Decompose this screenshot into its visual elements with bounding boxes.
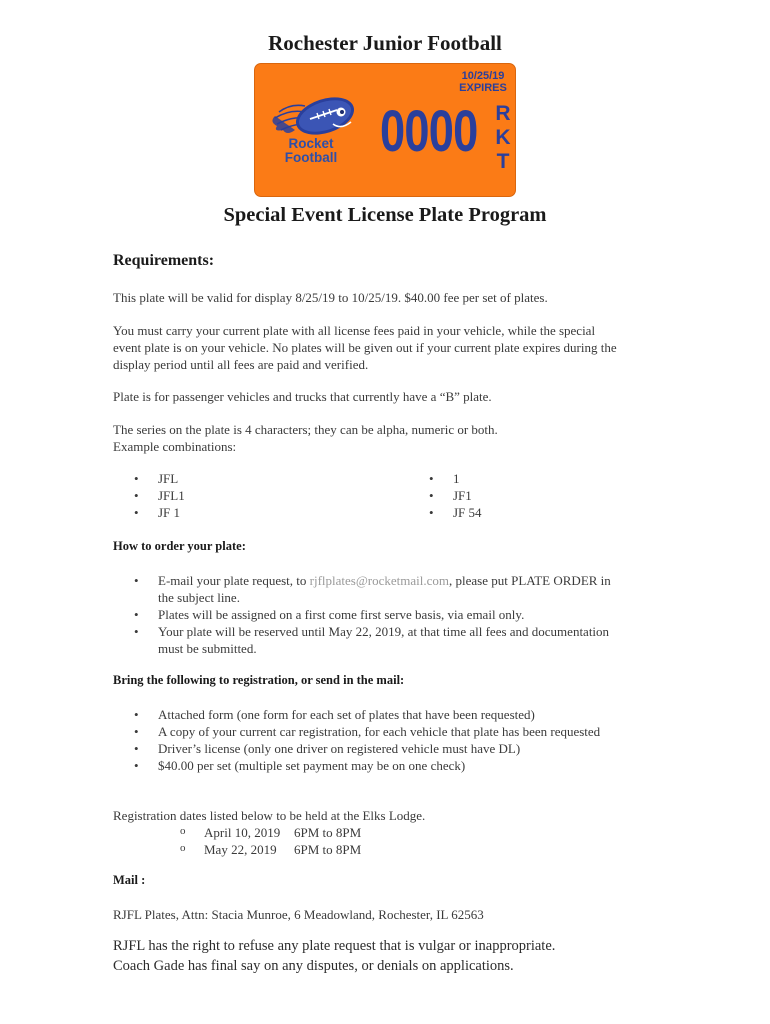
paragraph-line: You must carry your current plate with all license fees paid in your vehicle, while the special — [113, 323, 596, 338]
list-item: • JF1 — [408, 487, 482, 504]
list-item: • 1 — [408, 470, 482, 487]
plate-series-code — [493, 102, 513, 174]
list-item — [113, 623, 653, 657]
paragraph-line: • Your plate will be reserved until May 22, 2019, at that time all fees and documentation — [158, 624, 610, 639]
paragraph-line: The series on the plate is 4 characters; they can be alpha, numeric or both. — [113, 422, 498, 437]
mail-address: RJFL Plates, Attn: Stacia Munroe, 6 Meadowland, Rochester, IL 62563 — [113, 907, 484, 922]
series-paragraph — [113, 421, 673, 455]
program-title: Special Event License Plate Program — [223, 204, 547, 226]
order-email-text: , please put PLATE ORDER in — [449, 573, 611, 588]
requirements-heading: Requirements: — [113, 252, 215, 269]
list-item — [180, 841, 361, 858]
list-item: • $40.00 per set (multiple set payment may be on one check) — [113, 757, 653, 774]
list-item: • JF 1 — [113, 504, 185, 521]
mail-heading: Mail : — [113, 873, 146, 887]
list-item: • Attached form (one form for each set of plates that have been requested) — [113, 706, 653, 723]
plate-logo-text — [255, 137, 367, 165]
bring-heading: Bring the following to registration, or send in the mail: — [113, 673, 405, 687]
paragraph-line: the subject line. — [158, 590, 240, 605]
paragraph-line: Coach Gade has final say on any disputes, or denials on applications. — [113, 958, 514, 974]
bring-list — [113, 706, 653, 774]
registration-time: 6PM to 8PM — [294, 825, 362, 840]
paragraph-line: display period until all fees are paid and verified. — [113, 357, 369, 372]
list-item: • Driver’s license (only one driver on registered vehicle must have DL) — [113, 740, 653, 757]
validity-paragraph: This plate will be valid for display 8/25/19 to 10/25/19. $40.00 fee per set of plates. — [113, 290, 548, 305]
refusal-notice — [113, 936, 555, 976]
list-item — [113, 572, 653, 606]
examples-right-list — [408, 470, 482, 521]
paragraph-line: Example combinations: — [113, 439, 237, 454]
email-link[interactable]: rjflplates@rocketmail.com — [309, 573, 450, 588]
paragraph-line: event plate is on your vehicle. No plates will be given out if your current plate expires during the — [113, 340, 617, 355]
registration-time: 6PM to 8PM — [294, 842, 362, 857]
list-item: • JF 54 — [408, 504, 482, 521]
list-item: • JFL1 — [113, 487, 185, 504]
list-item: • JFL — [113, 470, 185, 487]
current-plate-paragraph — [113, 322, 673, 373]
list-item: • Plates will be assigned on a first come first serve basis, via email only. — [113, 606, 653, 623]
order-list — [113, 572, 653, 657]
order-heading: How to order your plate: — [113, 539, 246, 553]
plate-code-letter: T — [496, 150, 510, 173]
registration-date: April 10, 2019 — [204, 825, 281, 840]
vehicle-type-paragraph: Plate is for passenger vehicles and trucks that currently have a “B” plate. — [113, 389, 492, 404]
list-item — [180, 824, 361, 841]
plate-expiry-date: 10/25/19 — [461, 70, 505, 82]
plate-code-letter: K — [495, 126, 511, 149]
plate-code-letter: R — [495, 102, 511, 125]
registration-date: May 22, 2019 — [204, 842, 277, 857]
examples-left-list — [113, 470, 185, 521]
paragraph-line: must be submitted. — [158, 641, 257, 656]
plate-number: 0000 — [379, 99, 478, 164]
license-plate-image — [254, 63, 516, 197]
plate-expiry-label: EXPIRES — [459, 82, 507, 94]
list-item: • A copy of your current car registration, for each vehicle that plate has been requested — [113, 723, 653, 740]
registration-intro: Registration dates listed below to be held at the Elks Lodge. — [113, 808, 426, 823]
order-email-text: E-mail your plate request, to — [158, 573, 310, 588]
plate-logo-line1: Rocket — [288, 136, 334, 151]
plate-logo-line2: Football — [284, 150, 338, 165]
registration-dates-list — [180, 824, 361, 858]
paragraph-line: RJFL has the right to refuse any plate request that is vulgar or inappropriate. — [113, 938, 556, 954]
plate-expiry — [455, 70, 511, 94]
document-title: Rochester Junior Football — [268, 31, 502, 55]
